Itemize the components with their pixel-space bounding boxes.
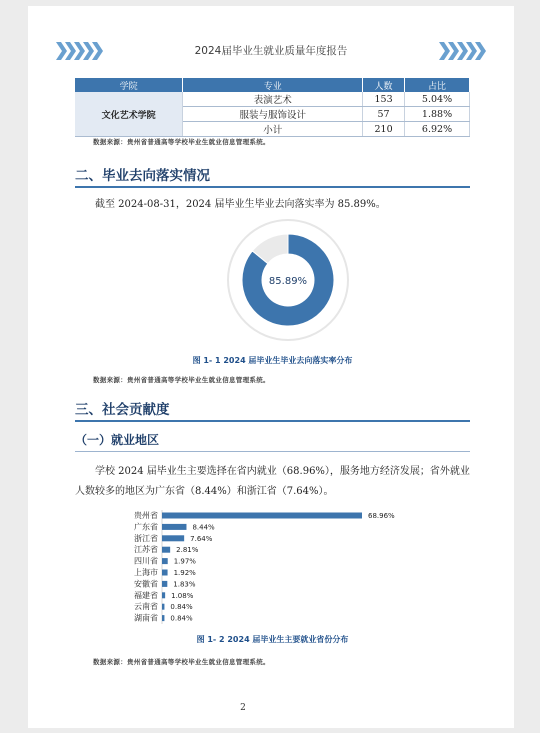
bar	[162, 558, 168, 564]
bar	[162, 570, 168, 576]
subsection-title: （一）就业地区	[75, 433, 160, 447]
bar-value-label: 1.92%	[173, 569, 196, 577]
bar	[162, 615, 164, 621]
report-header	[56, 38, 486, 64]
bar	[162, 524, 186, 530]
bar-value-label: 1.08%	[171, 591, 194, 600]
bar	[162, 513, 362, 519]
bar-value-label: 0.84%	[170, 603, 193, 612]
section-divider	[75, 186, 470, 188]
bar	[162, 535, 184, 541]
bar	[162, 581, 167, 587]
category-label: 上海市	[134, 568, 158, 577]
bar-value-label: 1.97%	[173, 557, 196, 566]
table-cell: 57	[363, 107, 405, 122]
table-header-cell: 人数	[363, 78, 405, 92]
category-label: 广东省	[134, 522, 158, 532]
bar-value-label: 7.64%	[190, 534, 213, 543]
province-bar-chart	[110, 510, 410, 628]
college-cell: 文化艺术学院	[75, 92, 183, 137]
table-header-row	[75, 78, 470, 92]
category-label: 湖南省	[134, 613, 158, 623]
placement-rate-donut-chart	[226, 218, 350, 342]
table-cell: 1.88%	[405, 107, 470, 122]
table-cell: 153	[363, 92, 405, 107]
bar	[162, 592, 165, 598]
table-header-cell: 专业	[183, 78, 363, 92]
table-cell: 5.04%	[405, 92, 470, 107]
category-label: 贵州省	[134, 511, 158, 520]
table-cell: 210	[363, 122, 405, 137]
bar	[162, 604, 164, 610]
table-cell: 小计	[183, 122, 363, 137]
bar-value-label: 2.81%	[176, 546, 199, 555]
section-title: 二、毕业去向落实情况	[75, 168, 210, 184]
table-header-cell: 学院	[75, 78, 183, 92]
category-label: 浙江省	[134, 533, 158, 543]
figure-caption: 图 1- 1 2024 届毕业生毕业去向落实率分布	[192, 356, 353, 365]
major-table	[75, 78, 470, 137]
data-source-note: 数据来源：贵州省普通高等学校毕业生就业信息管理系统。	[93, 658, 270, 666]
bar-value-label: 0.84%	[170, 614, 193, 623]
donut-center-label: 85.89%	[268, 276, 308, 287]
subsection-divider	[75, 451, 470, 452]
section-divider	[75, 420, 470, 422]
chevron-decoration-icon	[56, 42, 104, 60]
chevron-decoration-icon	[438, 42, 486, 60]
table-header-cell: 占比	[405, 78, 470, 92]
table-row	[75, 92, 470, 107]
bar-value-label: 68.96%	[368, 512, 395, 520]
bar-value-label: 8.44%	[192, 523, 215, 532]
category-label: 云南省	[134, 602, 158, 612]
category-label: 安徽省	[134, 579, 158, 589]
header-title: 2024届毕业生就业质量年度报告	[194, 45, 348, 57]
data-source-note: 数据来源：贵州省普通高等学校毕业生就业信息管理系统。	[93, 376, 270, 384]
section-paragraph: 截至 2024-08-31，2024 届毕业生毕业去向落实率为 85.89%。	[95, 199, 386, 210]
data-source-note: 数据来源：贵州省普通高等学校毕业生就业信息管理系统。	[93, 138, 270, 146]
bar-value-label: 1.83%	[173, 580, 196, 589]
table-cell: 服装与服饰设计	[183, 107, 363, 122]
page-number: 2	[240, 703, 246, 713]
bar	[162, 547, 170, 553]
table-cell: 6.92%	[405, 122, 470, 137]
category-label: 福建省	[134, 590, 158, 600]
category-label: 四川省	[134, 556, 158, 566]
figure-caption: 图 1- 2 2024 届毕业生主要就业省份分布	[196, 635, 349, 644]
section-title: 三、社会贡献度	[75, 402, 170, 418]
category-label: 江苏省	[134, 545, 158, 555]
table-cell: 表演艺术	[183, 92, 363, 107]
section-paragraph: 学校 2024 届毕业生主要选择在省内就业（68.96%），服务地方经济发展；省外就业人数较多的地区为广东省（8.44%）和浙江省（7.64%）。	[75, 466, 470, 497]
